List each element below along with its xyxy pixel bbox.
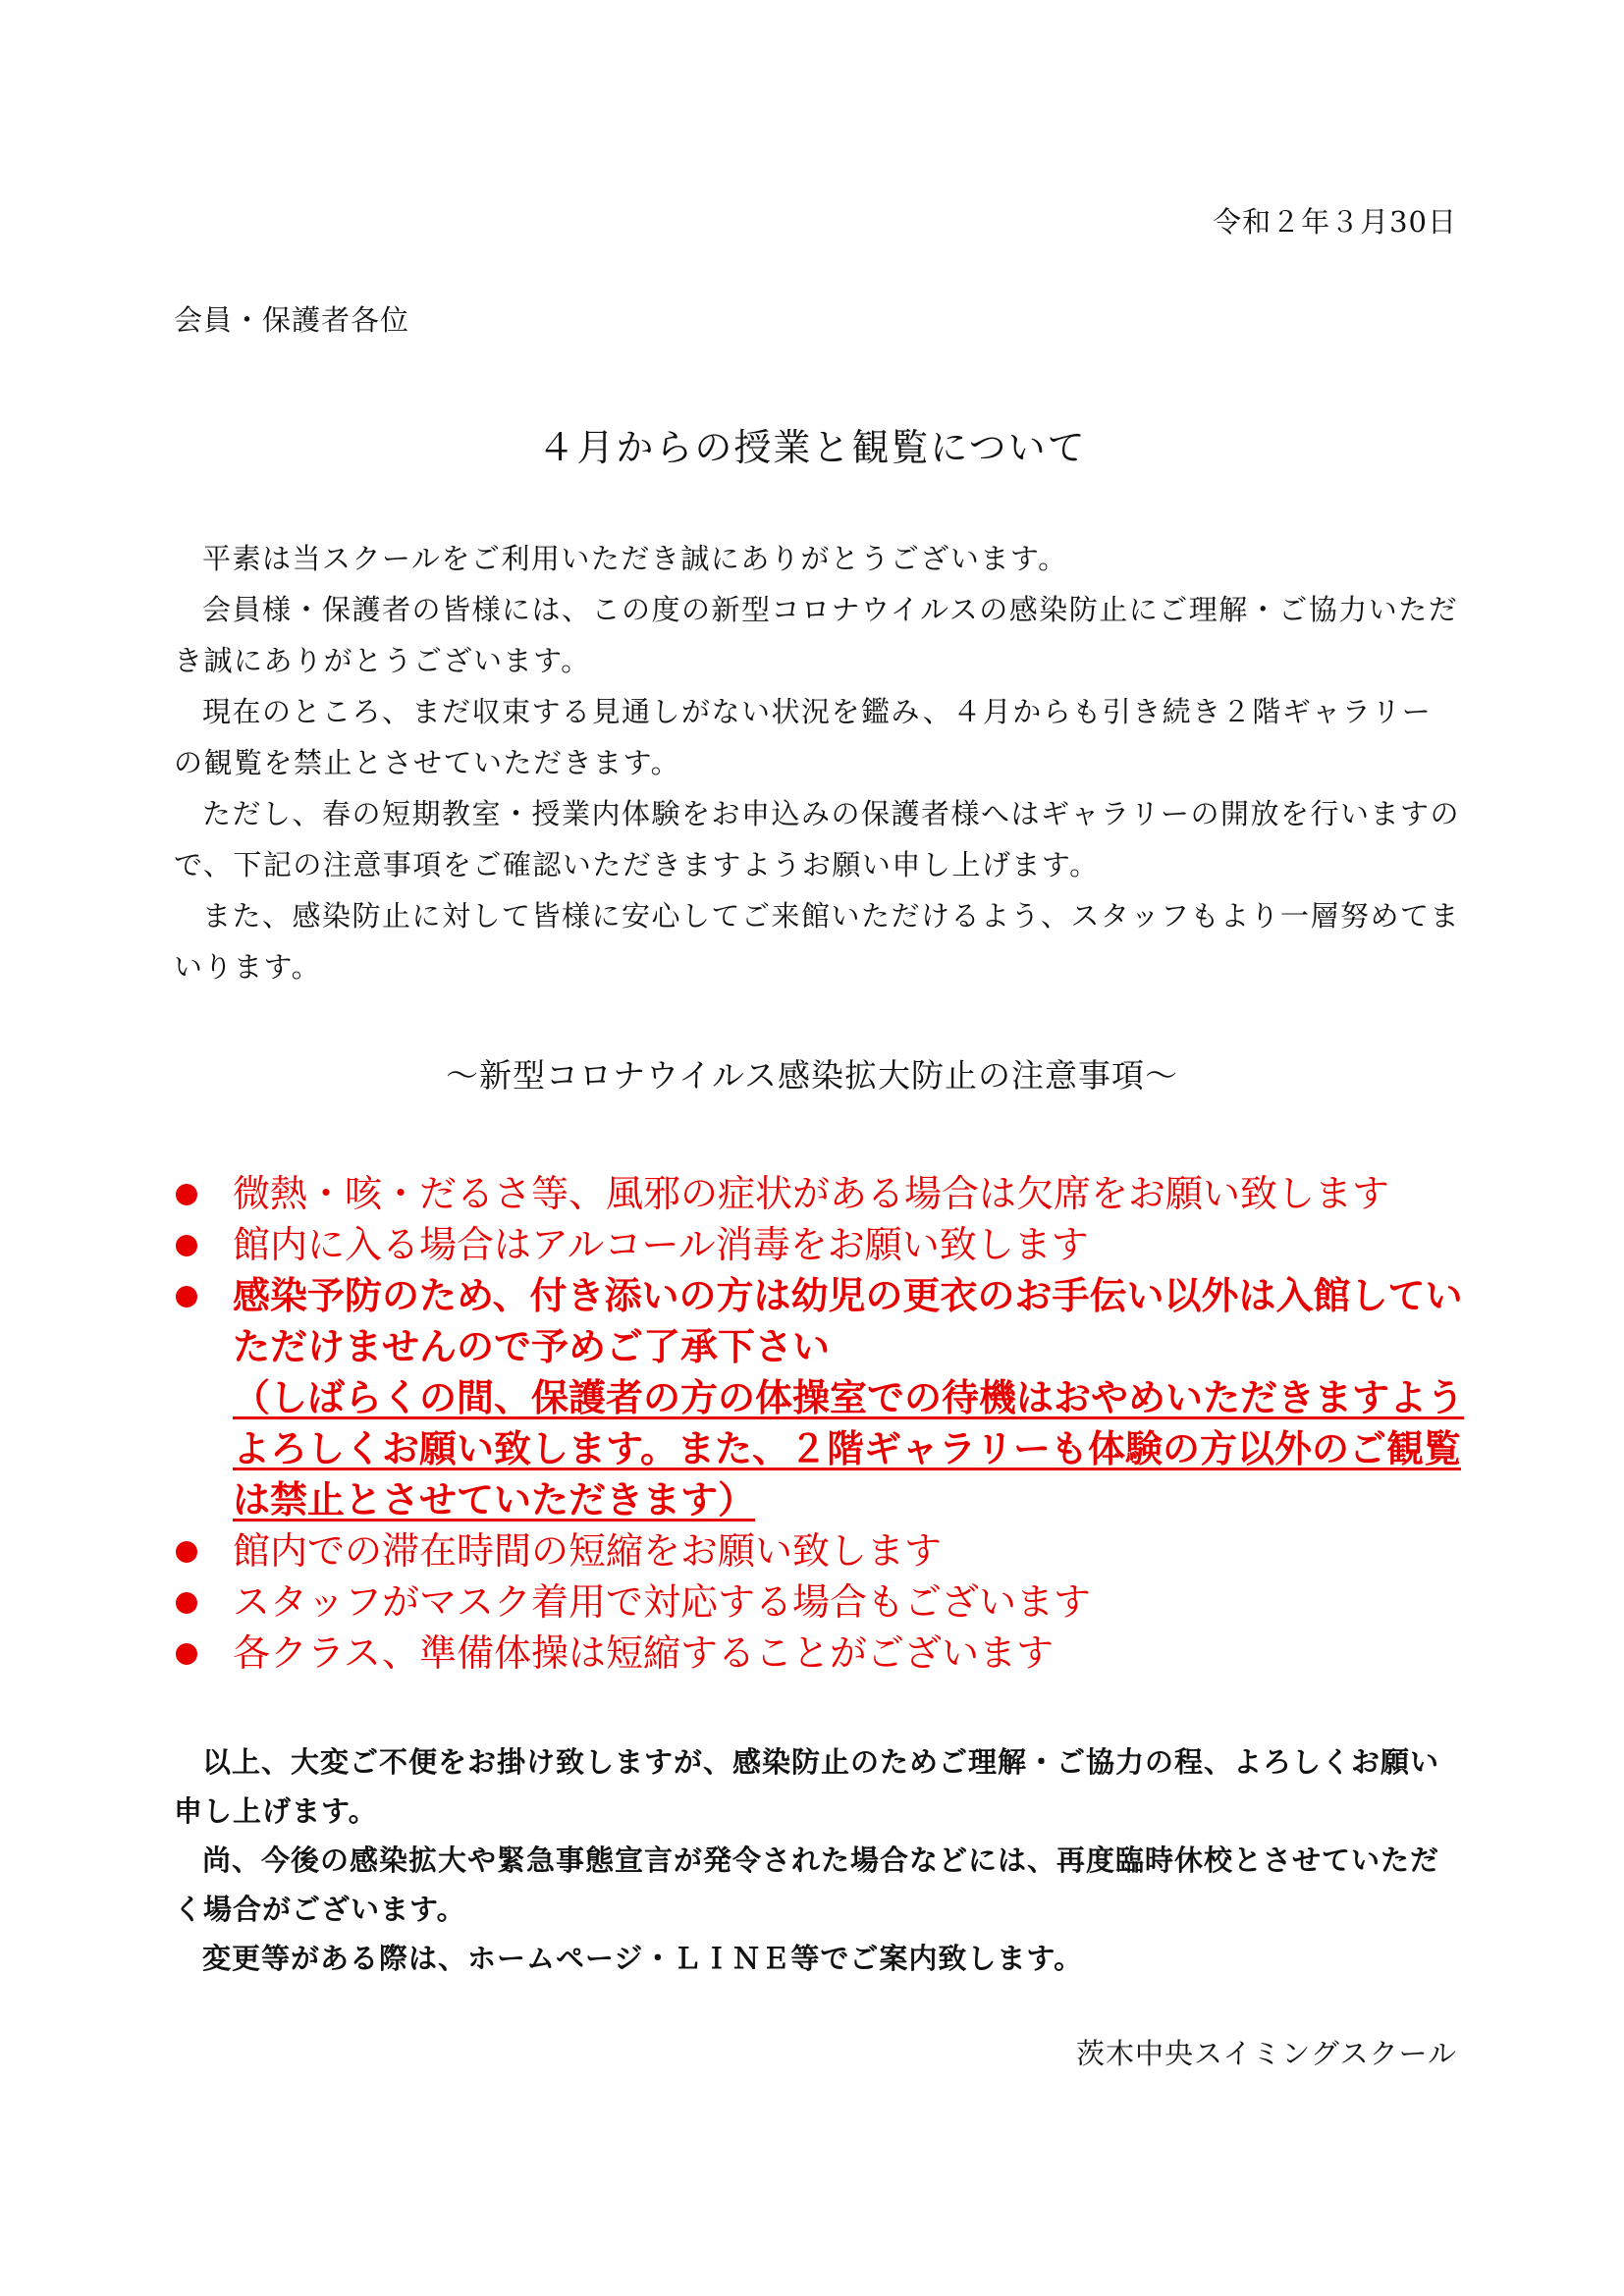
intro-paragraph: 現在のところ、まだ収束する見通しがない状況を鑑み、４月からも引き続き２階ギャラリーの観覧を禁止とさせていただきます。	[174, 695, 1433, 779]
notice-item	[174, 1219, 1480, 1270]
notice-note-underlined: （しばらくの間、保護者の方の体操室での待機はおやめいただきますようよろしくお願い致します。また、２階ギャラリーも体験の方以外のご観覧は禁止とさせていただきます）	[233, 1375, 1465, 1522]
intro-paragraph: また、感染防止に対して皆様に安心してご来館いただけるよう、スタッフもより一層努めてまいります。	[174, 899, 1461, 984]
document-date: 令和２年３月30日	[1213, 205, 1457, 239]
bullet-icon	[176, 1184, 197, 1205]
notice-item	[174, 1628, 1480, 1679]
closing-section	[174, 1737, 1460, 1983]
notice-heading: ～新型コロナウイルス感染拡大防止の注意事項～	[445, 1056, 1179, 1095]
bullet-icon	[176, 1643, 197, 1665]
notice-list	[174, 1168, 1480, 1679]
notice-text: 各クラス、準備体操は短縮することがございます	[233, 1631, 1055, 1675]
document-title: ４月からの授業と観覧について	[537, 426, 1087, 469]
notice-item	[174, 1576, 1480, 1628]
notice-item	[174, 1168, 1480, 1219]
notice-text: 館内に入る場合はアルコール消毒をお願い致します	[233, 1223, 1089, 1266]
notice-item	[174, 1525, 1480, 1576]
bullet-icon	[176, 1541, 197, 1563]
closing-paragraph: 変更等がある際は、ホームページ・ＬＩＮＥ等でご案内致します。	[202, 1942, 1084, 1975]
bullet-icon	[176, 1235, 197, 1256]
notice-text: 微熱・咳・だるさ等、風邪の症状がある場合は欠席をお願い致します	[233, 1172, 1390, 1215]
notice-text: スタッフがマスク着用で対応する場合もございます	[233, 1580, 1092, 1624]
closing-paragraph: 尚、今後の感染拡大や緊急事態宣言が発令された場合などには、再度臨時休校とさせていただく場合がございます。	[174, 1843, 1440, 1926]
intro-section	[174, 533, 1460, 992]
bullet-icon	[176, 1592, 197, 1614]
intro-paragraph: ただし、春の短期教室・授業内体験をお申込みの保護者様へはギャラリーの開放を行いますので、下記の注意事項をご確認いただきますようお願い申し上げます。	[174, 797, 1461, 881]
intro-paragraph: 会員様・保護者の皆様には、この度の新型コロナウイルスの感染防止にご理解・ご協力いただき誠にありがとうございます。	[174, 593, 1459, 677]
closing-paragraph: 以上、大変ご不便をお掛け致しますが、感染防止のためご理解・ご協力の程、よろしくお願い申し上げます。	[174, 1745, 1440, 1828]
signature: 茨木中央スイミングスクール	[1076, 2037, 1457, 2070]
notice-text: 館内での滞在時間の短縮をお願い致します	[233, 1529, 943, 1573]
notice-item-important	[174, 1270, 1480, 1525]
notice-text: 感染予防のため、付き添いの方は幼児の更衣のお手伝い以外は入館していただけませんので予めご了承下さい	[233, 1273, 1463, 1368]
bullet-icon	[176, 1286, 197, 1308]
intro-paragraph: 平素は当スクールをご利用いただき誠にありがとうございます。	[202, 542, 1068, 575]
addressee: 会員・保護者各位	[174, 303, 410, 337]
